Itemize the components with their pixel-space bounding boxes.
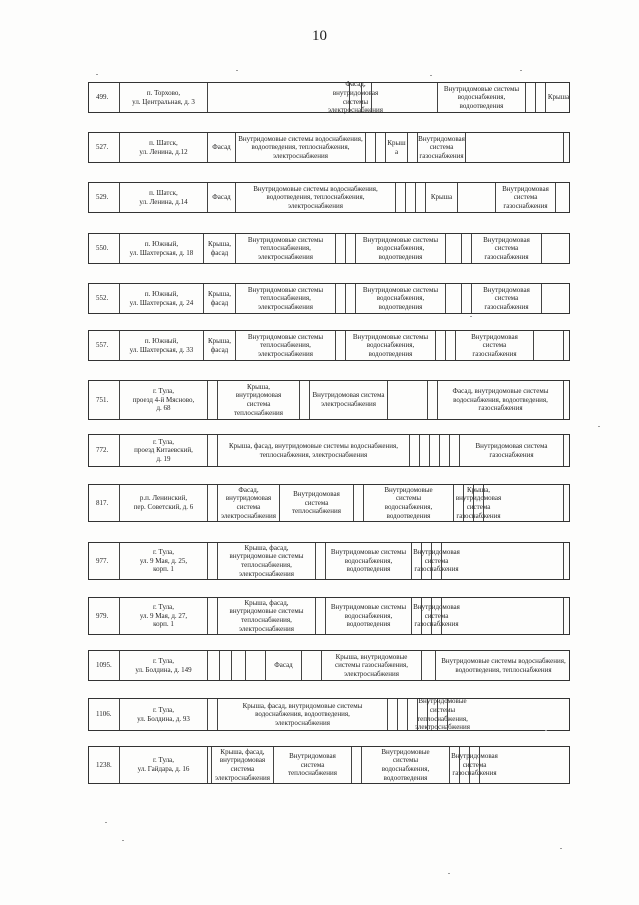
scan-speck — [236, 70, 238, 71]
scan-speck — [545, 730, 547, 731]
row-number: 1238. — [96, 760, 112, 769]
empty-cell — [429, 435, 439, 466]
work-cell: Крыша — [545, 83, 571, 112]
address-cell: п. Южный, ул. Шахтерская, д. 24 — [119, 284, 203, 313]
table-row — [88, 650, 570, 681]
work-cell: Внутридомовые системы водоснабжения, водоотведения — [361, 747, 449, 783]
work-cell: Внутридомовые системы водоснабжения, водоотведения, теплоснабжения, электроснабжения — [235, 183, 395, 212]
address-cell: р.п. Ленинский, пер. Советский, д. 6 — [119, 485, 207, 521]
table-row — [88, 182, 570, 213]
empty-cell — [207, 598, 217, 634]
empty-cell — [419, 435, 429, 466]
empty-cell — [207, 651, 219, 680]
empty-cell — [479, 747, 571, 783]
row-number: 552. — [96, 294, 109, 303]
empty-cell — [563, 435, 571, 466]
table-row — [88, 746, 570, 784]
address-cell: п. Шатск, ул. Ленина, д.12 — [119, 133, 207, 162]
empty-cell — [353, 485, 363, 521]
work-cell: Крыша — [425, 183, 457, 212]
empty-cell — [365, 133, 375, 162]
empty-cell — [465, 133, 563, 162]
empty-cell — [387, 699, 397, 730]
empty-cell — [563, 133, 571, 162]
empty-cell — [409, 435, 419, 466]
work-cell: Крыша, фасад, внутридомовые системы водоснабжения, теплоснабжения, электроснабжения — [217, 435, 409, 466]
work-cell: Крыша, фасад — [203, 284, 235, 313]
row-number: 751. — [96, 395, 109, 404]
scan-speck — [470, 316, 472, 317]
row-number: 977. — [96, 556, 109, 565]
work-cell: Внутридомовые системы теплоснабжения, электроснабжения — [235, 284, 335, 313]
work-cell: Фасад — [265, 651, 301, 680]
empty-cell — [457, 183, 495, 212]
empty-cell — [541, 284, 571, 313]
scan-speck — [105, 822, 107, 823]
row-number: 550. — [96, 244, 109, 253]
work-cell: Крыша, фасад, внутридомовые системы теплоснабжения, электроснабжения — [217, 543, 315, 579]
empty-cell — [563, 331, 571, 360]
work-cell: Фасад — [207, 133, 235, 162]
work-cell: Внутридомовая система газоснабжения — [455, 331, 533, 360]
work-cell: Крыша, внутридомовая система газоснабжения — [455, 485, 502, 520]
row-number: 499. — [96, 93, 109, 102]
empty-cell — [387, 381, 427, 419]
scan-speck — [520, 70, 522, 71]
page-number: 10 — [312, 28, 327, 44]
work-cell: Крыша, внутридомовые системы газоснабжения, электроснабжения — [321, 651, 421, 680]
empty-cell — [207, 485, 217, 521]
table-row — [88, 484, 570, 522]
scan-speck — [598, 426, 600, 427]
empty-cell — [445, 331, 455, 360]
empty-cell — [533, 331, 563, 360]
empty-cell — [445, 234, 461, 263]
row-number: 817. — [96, 498, 109, 507]
work-cell: Фасад, внутридомовые системы водоснабжения, водоотведения, газоснабжения — [437, 381, 563, 419]
work-cell: Крыша, фасад, внутридомовые системы теплоснабжения, электроснабжения — [217, 598, 315, 634]
empty-cell — [371, 83, 437, 112]
work-cell: Внутридомовая система газоснабжения — [471, 284, 541, 313]
table-row — [88, 283, 570, 314]
work-cell: Внутридомовая система газоснабжения — [469, 747, 479, 783]
address-cell: п. Торхово, ул. Центральная, д. 3 — [119, 83, 207, 112]
work-cell: Внутридомовые системы водоснабжения, водоотведения — [325, 543, 411, 579]
work-cell: Внутридомовая система газоснабжения — [431, 543, 441, 579]
empty-cell — [405, 183, 415, 212]
table-row — [88, 542, 570, 580]
empty-cell — [441, 598, 563, 634]
work-cell: Внутридомовая система газоснабжения — [495, 183, 555, 212]
work-cell: Внутридомовые системы водоснабжения, водоотведения — [363, 485, 453, 521]
work-cell: Внутридомовая система газоснабжения — [459, 435, 563, 466]
empty-cell — [427, 381, 437, 419]
address-cell: г. Тула, ул. Болдина, д. 149 — [119, 651, 207, 680]
empty-cell — [461, 284, 471, 313]
empty-cell — [207, 699, 217, 730]
work-cell: Внутридомовые системы водоснабжения, водоотведения — [355, 234, 445, 263]
work-cell: Внутридомовая система газоснабжения — [417, 133, 465, 162]
address-cell: п. Южный, ул. Шахтерская, д. 33 — [119, 331, 203, 360]
empty-cell — [407, 133, 417, 162]
empty-cell — [441, 543, 563, 579]
empty-cell — [483, 485, 563, 521]
empty-cell — [245, 651, 265, 680]
table-row — [88, 380, 570, 420]
empty-cell — [461, 234, 471, 263]
work-cell: Внутридомовые системы теплоснабжения, электроснабжения — [235, 234, 335, 263]
empty-cell — [299, 381, 309, 419]
empty-cell — [447, 699, 571, 730]
address-cell: г. Тула, ул. Болдина, д. 93 — [119, 699, 207, 730]
work-cell: Крыша, фасад, внутридомовые системы водоснабжения, водоотведения, электроснабжения — [217, 699, 387, 730]
empty-cell — [375, 133, 385, 162]
row-number: 772. — [96, 446, 109, 455]
work-cell: Крыша, фасад — [203, 234, 235, 263]
address-cell: г. Тула, проезд 4-й Мясново, д. 68 — [119, 381, 207, 419]
scan-speck — [122, 840, 124, 841]
empty-cell — [435, 331, 445, 360]
table-row — [88, 233, 570, 264]
table-row — [88, 330, 570, 361]
empty-cell — [231, 651, 245, 680]
empty-cell — [535, 83, 545, 112]
work-cell: Внутридомовая система электроснабжения — [309, 381, 387, 419]
empty-cell — [335, 234, 345, 263]
row-number: 979. — [96, 611, 109, 620]
work-cell: Внутридомовые системы теплоснабжения, электроснабжения — [415, 697, 471, 732]
empty-cell — [345, 284, 355, 313]
row-number: 529. — [96, 193, 109, 202]
address-cell: г. Тула, проезд Китаевский, д. 19 — [119, 435, 207, 466]
table-row — [88, 82, 570, 113]
work-cell: Внутридомовые системы водоснабжения, водоотведения — [355, 284, 445, 313]
scan-speck — [448, 873, 450, 874]
empty-cell — [207, 435, 217, 466]
address-cell: г. Тула, ул. 9 Мая, д. 27, корп. 1 — [119, 598, 207, 634]
empty-cell — [445, 284, 461, 313]
work-cell: Крыша, фасад — [203, 331, 235, 360]
empty-cell — [207, 381, 217, 419]
empty-cell — [415, 183, 425, 212]
work-cell: Крыша, внутридомовая система теплоснабжения — [217, 381, 299, 419]
empty-cell — [421, 651, 435, 680]
row-number: 527. — [96, 143, 109, 152]
table-row — [88, 597, 570, 635]
work-cell: Внутридомовые системы водоснабжения, водоотведения — [437, 83, 525, 112]
empty-cell — [397, 699, 407, 730]
work-cell: Внутридомовая система газоснабжения — [431, 598, 441, 634]
empty-cell — [361, 83, 371, 112]
empty-cell — [315, 598, 325, 634]
empty-cell — [563, 543, 571, 579]
empty-cell — [335, 284, 345, 313]
row-number: 557. — [96, 341, 109, 350]
work-cell: Крыш а — [385, 133, 407, 162]
address-cell: п. Шатск, ул. Ленина, д.14 — [119, 183, 207, 212]
empty-cell — [219, 651, 231, 680]
empty-cell — [315, 543, 325, 579]
work-cell: Внутридомовые системы водоснабжения, водоотведения — [345, 331, 435, 360]
work-cell: Фасад, внутридомовая системы электроснабжения — [328, 80, 384, 115]
address-cell: п. Южный, ул. Шахтерская, д. 18 — [119, 234, 203, 263]
work-cell: Внутридомовая система теплоснабжения — [279, 485, 353, 521]
empty-cell — [541, 234, 571, 263]
address-cell: г. Тула, ул. Гайдара, д. 16 — [119, 747, 207, 783]
work-cell: Внутридомовая система газоснабжения — [471, 234, 541, 263]
work-cell: Крыша, фасад, внутридомовая система электроснабжения — [211, 747, 273, 783]
empty-cell — [335, 331, 345, 360]
empty-cell — [301, 651, 321, 680]
address-cell: г. Тула, ул. 9 Мая, д. 25, корп. 1 — [119, 543, 207, 579]
empty-cell — [555, 183, 571, 212]
empty-cell — [395, 183, 405, 212]
table-row — [88, 434, 570, 467]
empty-cell — [525, 83, 535, 112]
scan-speck — [96, 74, 98, 75]
empty-cell — [449, 435, 459, 466]
scan-speck — [430, 75, 432, 76]
work-cell: Внутридомовые системы водоснабжения, водоотведения, теплоснабжения — [435, 651, 571, 680]
empty-cell — [439, 435, 449, 466]
work-cell: Фасад — [207, 183, 235, 212]
row-number: 1106. — [96, 710, 112, 719]
table-row — [88, 698, 570, 731]
empty-cell — [345, 234, 355, 263]
scan-speck — [560, 848, 562, 849]
work-cell: Фасад, внутридомовая система электроснабжения — [217, 485, 279, 521]
work-cell: Внутридомовые системы водоснабжения, водоотведения — [325, 598, 411, 634]
row-number: 1095. — [96, 661, 112, 670]
empty-cell — [563, 598, 571, 634]
empty-cell — [351, 747, 361, 783]
work-cell: Внутридомовые системы теплоснабжения, электроснабжения — [235, 331, 335, 360]
work-cell: Внутридомовая система теплоснабжения — [273, 747, 351, 783]
empty-cell — [207, 543, 217, 579]
table-row — [88, 132, 570, 163]
empty-cell — [563, 381, 571, 419]
empty-cell — [563, 485, 571, 521]
work-cell: Внутридомовые системы водоснабжения, водоотведения, теплоснабжения, электроснабжения — [235, 133, 365, 162]
